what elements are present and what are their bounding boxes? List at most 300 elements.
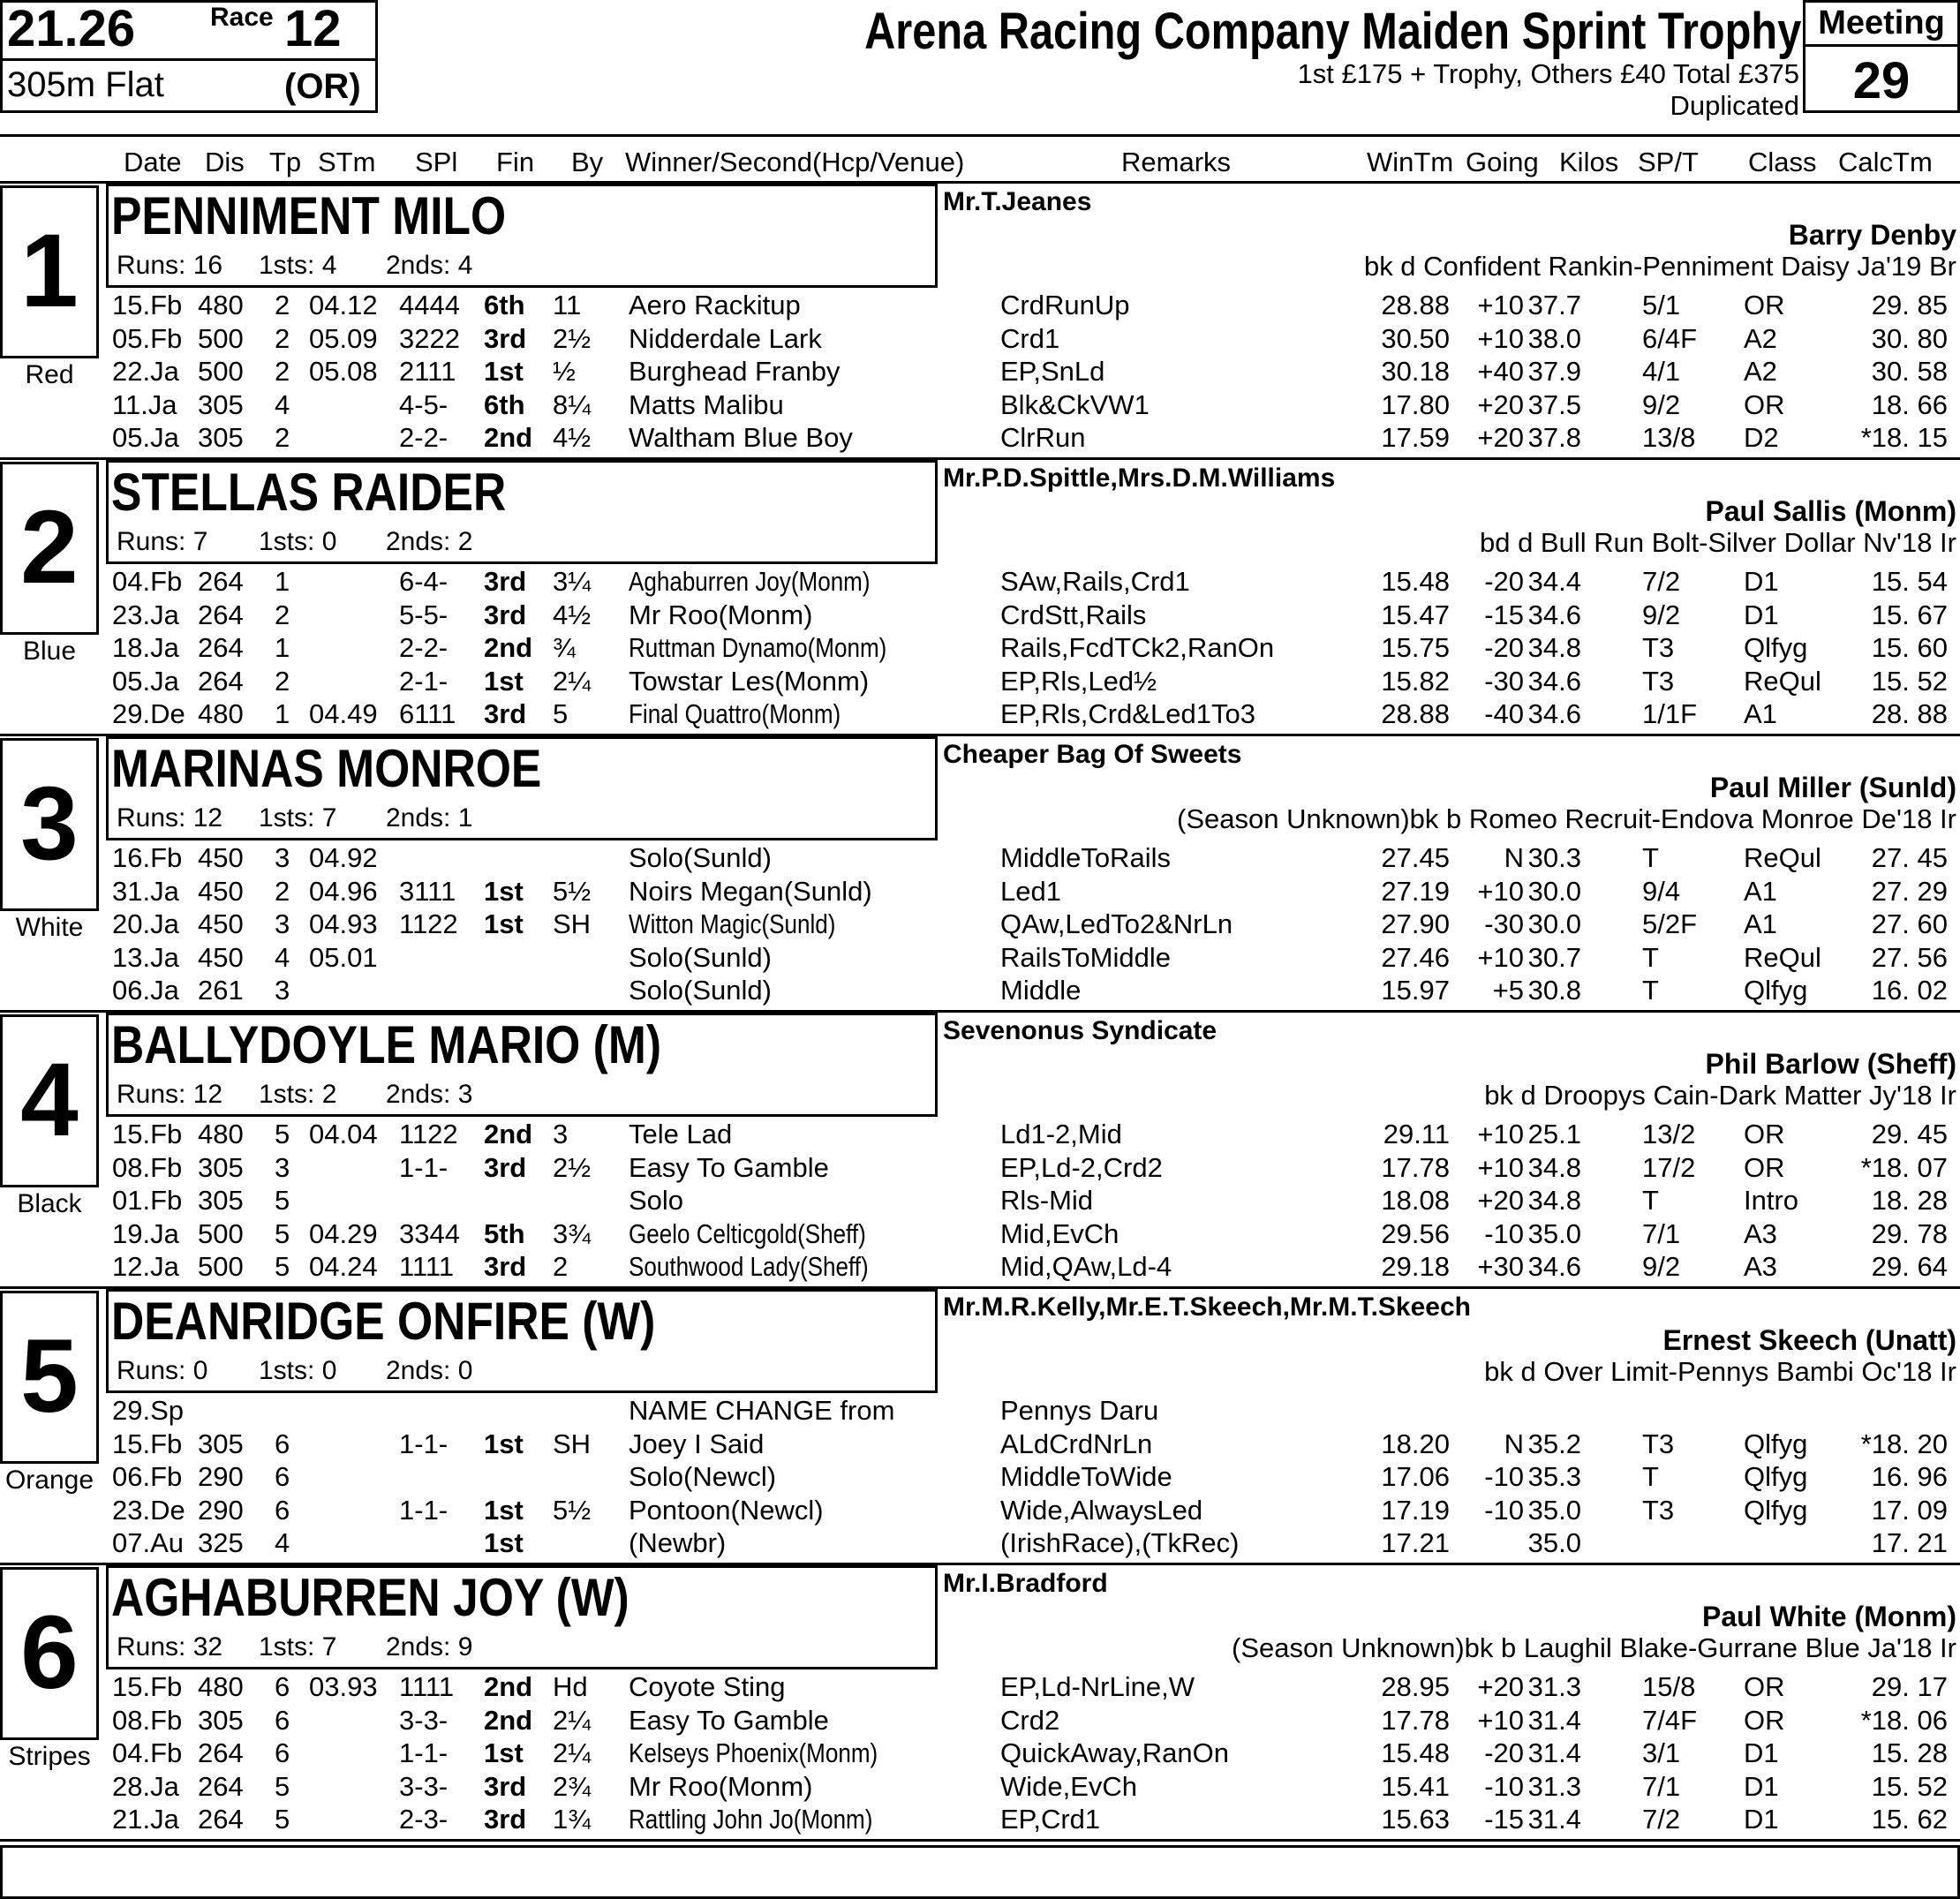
form-trap: 2 bbox=[275, 356, 290, 387]
form-row bbox=[0, 632, 1960, 666]
form-row bbox=[0, 1119, 1960, 1152]
form-starting-price: 9/4 bbox=[1642, 875, 1681, 907]
form-starting-price: T3 bbox=[1642, 665, 1675, 697]
form-calc-time: 28. 88 bbox=[1871, 698, 1948, 729]
form-finish: 3rd bbox=[484, 698, 527, 729]
form-calc-time: 27. 29 bbox=[1871, 875, 1948, 907]
form-finish: 1st bbox=[484, 1494, 524, 1526]
form-starting-price: 6/4F bbox=[1642, 322, 1698, 354]
form-distance-beaten: ¾ bbox=[553, 632, 576, 663]
form-date: 06.Fb bbox=[112, 1461, 183, 1492]
form-winning-time: 29.56 bbox=[1381, 1217, 1450, 1249]
form-class: Qlfyg bbox=[1744, 1461, 1808, 1492]
form-remarks: EP,Rls,Led½ bbox=[1000, 665, 1157, 697]
meeting-label: Meeting bbox=[1818, 4, 1945, 41]
form-weight: 34.8 bbox=[1527, 632, 1581, 663]
seconds-count: 2nds: 9 bbox=[386, 1632, 473, 1662]
form-weight: 34.6 bbox=[1527, 1251, 1581, 1282]
column-header: Going bbox=[1466, 147, 1539, 177]
seconds-count: 2nds: 1 bbox=[386, 803, 473, 833]
form-weight: 34.4 bbox=[1527, 566, 1581, 597]
form-date: 04.Fb bbox=[112, 1737, 183, 1768]
form-weight: 37.9 bbox=[1527, 356, 1581, 387]
form-finish: 3rd bbox=[484, 1151, 527, 1183]
form-starting-price: T bbox=[1642, 975, 1659, 1006]
form-split-positions: 2-2- bbox=[399, 632, 449, 663]
form-winner: Tele Lad bbox=[629, 1119, 733, 1149]
form-calc-time: *18. 06 bbox=[1860, 1704, 1948, 1736]
form-distance-beaten: 1¾ bbox=[553, 1804, 592, 1835]
form-finish: 2nd bbox=[484, 1119, 533, 1149]
runs-count: Runs: 16 bbox=[117, 251, 223, 280]
form-finish: 1st bbox=[484, 1527, 524, 1558]
form-winner: Waltham Blue Boy bbox=[629, 422, 853, 453]
form-date: 23.De bbox=[112, 1494, 185, 1526]
form-row bbox=[0, 1495, 1960, 1528]
form-sectional: 05.08 bbox=[309, 356, 378, 387]
form-sectional: 04.12 bbox=[309, 290, 378, 320]
form-distance: 264 bbox=[198, 1804, 244, 1835]
form-date: 31.Ja bbox=[112, 875, 179, 907]
form-trap: 1 bbox=[275, 698, 290, 729]
breeding: (Season Unknown)bk b Romeo Recruit-Endova Monroe De'18 Ir bbox=[1177, 803, 1956, 834]
form-weight: 34.6 bbox=[1527, 665, 1581, 697]
runs-count: Runs: 12 bbox=[117, 803, 223, 833]
form-finish: 3rd bbox=[484, 322, 527, 354]
form-distance-beaten: 2 bbox=[553, 1251, 569, 1282]
form-starting-price: 9/2 bbox=[1642, 599, 1681, 630]
form-distance: 305 bbox=[198, 1185, 244, 1216]
form-remarks: QuickAway,RanOn bbox=[1000, 1737, 1230, 1768]
form-sectional: 04.24 bbox=[309, 1251, 378, 1282]
form-distance: 264 bbox=[198, 1737, 244, 1768]
form-row bbox=[0, 1251, 1960, 1285]
form-split-positions: 1-1- bbox=[399, 1737, 449, 1768]
form-distance: 264 bbox=[198, 566, 244, 597]
dog-name: DEANRIDGE ONFIRE (W) bbox=[111, 1292, 656, 1351]
form-date: 15.Fb bbox=[112, 1119, 183, 1149]
trap-number: 5 bbox=[20, 1318, 79, 1435]
form-split-positions: 1-1- bbox=[399, 1428, 449, 1459]
form-distance-beaten: Hd bbox=[553, 1671, 588, 1702]
form-going: -40 bbox=[1484, 698, 1524, 729]
form-row bbox=[0, 1461, 1960, 1495]
form-date: 08.Fb bbox=[112, 1151, 183, 1183]
form-remarks: EP,SnLd bbox=[1000, 356, 1105, 387]
form-date: 08.Fb bbox=[112, 1704, 183, 1736]
form-trap: 5 bbox=[275, 1770, 290, 1802]
form-sectional: 04.96 bbox=[309, 875, 378, 907]
owner-name: Sevenonus Syndicate bbox=[943, 1016, 1217, 1045]
form-class: D1 bbox=[1744, 1737, 1779, 1768]
form-starting-price: 15/8 bbox=[1642, 1671, 1696, 1702]
form-class: ReQul bbox=[1744, 941, 1821, 973]
form-calc-time: 27. 45 bbox=[1871, 842, 1948, 873]
form-winning-time: 17.19 bbox=[1381, 1494, 1450, 1526]
form-distance-beaten: SH bbox=[553, 908, 592, 939]
form-remarks: QAw,LedTo2&NrLn bbox=[1000, 908, 1233, 939]
form-trap: 5 bbox=[275, 1185, 290, 1216]
form-winning-time: 18.20 bbox=[1381, 1428, 1450, 1459]
form-going: -10 bbox=[1484, 1461, 1524, 1492]
form-date: 15.Fb bbox=[112, 290, 183, 320]
form-class: OR bbox=[1744, 1704, 1785, 1736]
form-row bbox=[0, 1185, 1960, 1218]
form-trap: 6 bbox=[275, 1737, 290, 1768]
form-winner: Mr Roo(Monm) bbox=[629, 1770, 813, 1802]
form-calc-time: 18. 66 bbox=[1871, 388, 1948, 420]
dog-name: PENNIMENT MILO bbox=[111, 186, 507, 245]
form-distance: 480 bbox=[198, 698, 244, 729]
trap-number: 2 bbox=[20, 489, 79, 606]
form-going: +40 bbox=[1477, 356, 1524, 387]
form-winning-time: 30.18 bbox=[1381, 356, 1450, 387]
form-date: 05.Ja bbox=[112, 422, 179, 453]
form-winner: Witton Magic(Sunld) bbox=[629, 908, 836, 939]
form-split-positions: 2-1- bbox=[399, 665, 449, 697]
form-class: D1 bbox=[1744, 1804, 1779, 1835]
form-going: +10 bbox=[1477, 1704, 1524, 1736]
form-split-positions: 3344 bbox=[399, 1217, 460, 1249]
form-date: 15.Fb bbox=[112, 1428, 183, 1459]
trap-colour: Stripes bbox=[8, 1742, 91, 1771]
form-calc-time: 16. 96 bbox=[1871, 1461, 1948, 1492]
form-class: OR bbox=[1744, 290, 1785, 320]
form-starting-price: 7/2 bbox=[1642, 1804, 1681, 1835]
form-going: -20 bbox=[1484, 566, 1524, 597]
form-sectional: 03.93 bbox=[309, 1671, 378, 1702]
column-header: Winner/Second(Hcp/Venue) bbox=[625, 147, 965, 177]
form-split-positions: 5-5- bbox=[399, 599, 449, 630]
form-weight: 34.6 bbox=[1527, 599, 1581, 630]
form-going: -15 bbox=[1484, 599, 1524, 630]
form-class: A1 bbox=[1744, 875, 1777, 907]
column-header: Class bbox=[1748, 147, 1817, 177]
form-finish: 2nd bbox=[484, 422, 533, 453]
firsts-count: 1sts: 2 bbox=[259, 1080, 337, 1109]
form-date: 12.Ja bbox=[112, 1251, 179, 1282]
form-finish: 1st bbox=[484, 356, 524, 387]
form-going: +20 bbox=[1477, 388, 1524, 420]
form-going: +20 bbox=[1477, 422, 1524, 453]
form-date: 06.Ja bbox=[112, 975, 179, 1006]
form-row bbox=[0, 698, 1960, 732]
firsts-count: 1sts: 7 bbox=[259, 803, 337, 833]
form-starting-price: 7/1 bbox=[1642, 1217, 1681, 1249]
form-starting-price: T bbox=[1642, 1461, 1659, 1492]
form-distance: 261 bbox=[198, 975, 244, 1006]
form-winning-time: 17.78 bbox=[1381, 1704, 1450, 1736]
form-weight: 30.7 bbox=[1527, 941, 1581, 973]
form-split-positions: 2-3- bbox=[399, 1804, 449, 1835]
form-remarks: Mid,QAw,Ld-4 bbox=[1000, 1251, 1172, 1282]
form-weight: 25.1 bbox=[1527, 1119, 1581, 1149]
form-distance: 305 bbox=[198, 422, 244, 453]
form-winner: Easy To Gamble bbox=[629, 1151, 829, 1183]
form-winner: Ruttman Dynamo(Monm) bbox=[629, 632, 887, 663]
form-winner: Easy To Gamble bbox=[629, 1704, 829, 1736]
form-row bbox=[0, 1218, 1960, 1252]
form-trap: 6 bbox=[275, 1428, 290, 1459]
form-trap: 2 bbox=[275, 665, 290, 697]
form-finish: 3rd bbox=[484, 599, 527, 630]
form-starting-price: T3 bbox=[1642, 1428, 1675, 1459]
form-split-positions: 2-2- bbox=[399, 422, 449, 453]
form-sectional: 04.92 bbox=[309, 842, 378, 873]
form-going: +10 bbox=[1477, 322, 1524, 354]
form-distance-beaten: 5½ bbox=[553, 1494, 592, 1526]
form-distance-beaten: 8¼ bbox=[553, 388, 592, 420]
form-winning-time: 17.80 bbox=[1381, 388, 1450, 420]
form-distance: 500 bbox=[198, 322, 244, 354]
form-going: +10 bbox=[1477, 1119, 1524, 1149]
form-remarks: CrdRunUp bbox=[1000, 290, 1130, 320]
form-winner: Solo(Newcl) bbox=[629, 1461, 777, 1492]
form-split-positions: 3222 bbox=[399, 322, 460, 354]
form-remarks: Blk&CkVW1 bbox=[1000, 388, 1150, 420]
owner-name: Mr.M.R.Kelly,Mr.E.T.Skeech,Mr.M.T.Skeech bbox=[943, 1292, 1471, 1322]
trainer-name: Paul Miller (Sunld) bbox=[1709, 772, 1956, 803]
form-winning-time: 17.59 bbox=[1381, 422, 1450, 453]
form-class: D1 bbox=[1744, 566, 1779, 597]
form-starting-price: 7/4F bbox=[1642, 1704, 1698, 1736]
column-header: Remarks bbox=[1121, 147, 1232, 177]
form-finish: 1st bbox=[484, 875, 524, 907]
form-weight: 38.0 bbox=[1527, 322, 1581, 354]
form-class: ReQul bbox=[1744, 842, 1821, 873]
form-calc-time: 30. 58 bbox=[1871, 356, 1948, 387]
form-remarks: Wide,EvCh bbox=[1000, 1770, 1138, 1802]
form-remarks: CrdStt,Rails bbox=[1000, 599, 1147, 630]
form-trap: 3 bbox=[275, 908, 290, 939]
form-row bbox=[0, 356, 1960, 389]
form-row bbox=[0, 290, 1960, 323]
form-winner: Kelseys Phoenix(Monm) bbox=[629, 1737, 878, 1768]
form-date: 05.Ja bbox=[112, 665, 179, 697]
form-winning-time: 17.78 bbox=[1381, 1151, 1450, 1183]
form-calc-time: 29. 85 bbox=[1871, 290, 1948, 320]
form-class: OR bbox=[1744, 1119, 1785, 1149]
form-row bbox=[0, 1804, 1960, 1837]
form-winning-time: 15.47 bbox=[1381, 599, 1450, 630]
form-distance: 450 bbox=[198, 941, 244, 973]
form-remarks: RailsToMiddle bbox=[1000, 941, 1171, 973]
form-row bbox=[0, 1428, 1960, 1462]
form-winning-time: 17.06 bbox=[1381, 1461, 1450, 1492]
form-remarks: Ld1-2,Mid bbox=[1000, 1119, 1122, 1149]
form-row bbox=[0, 1671, 1960, 1705]
form-weight: 35.0 bbox=[1527, 1217, 1581, 1249]
form-weight: 35.0 bbox=[1527, 1494, 1581, 1526]
seconds-count: 2nds: 2 bbox=[386, 527, 473, 556]
seconds-count: 2nds: 4 bbox=[386, 251, 473, 280]
form-distance-beaten: 2½ bbox=[553, 1151, 592, 1183]
form-date: 04.Fb bbox=[112, 566, 183, 597]
form-date: 07.Au bbox=[112, 1527, 185, 1558]
form-remarks: MiddleToRails bbox=[1000, 842, 1171, 873]
form-starting-price: T bbox=[1642, 941, 1659, 973]
runs-count: Runs: 7 bbox=[117, 527, 208, 556]
breeding: (Season Unknown)bk b Laughil Blake-Gurrane Blue Ja'18 Ir bbox=[1232, 1632, 1956, 1663]
form-weight: 31.4 bbox=[1527, 1737, 1581, 1768]
form-distance-beaten: 11 bbox=[553, 290, 582, 320]
firsts-count: 1sts: 0 bbox=[259, 1356, 337, 1385]
owner-name: Mr.P.D.Spittle,Mrs.D.M.Williams bbox=[943, 463, 1336, 493]
form-date: 22.Ja bbox=[112, 356, 179, 387]
form-distance-beaten: 5 bbox=[553, 698, 569, 729]
form-trap: 2 bbox=[275, 422, 290, 453]
form-winner: Aghaburren Joy(Monm) bbox=[629, 566, 871, 597]
form-remarks: EP,Ld-NrLine,W bbox=[1000, 1671, 1195, 1702]
trainer-name: Paul Sallis (Monm) bbox=[1705, 495, 1956, 527]
form-trap: 6 bbox=[275, 1494, 290, 1526]
trap-colour: Black bbox=[17, 1189, 82, 1218]
form-finish: 6th bbox=[484, 290, 525, 320]
form-weight: 31.4 bbox=[1527, 1804, 1581, 1835]
form-class: ReQul bbox=[1744, 665, 1821, 697]
form-winning-time: 15.75 bbox=[1381, 632, 1450, 663]
form-starting-price: 9/2 bbox=[1642, 388, 1681, 420]
form-starting-price: 4/1 bbox=[1642, 356, 1681, 387]
form-calc-time: *18. 07 bbox=[1860, 1151, 1948, 1183]
trap-number: 3 bbox=[20, 765, 79, 882]
form-finish: 3rd bbox=[484, 1251, 527, 1282]
form-distance: 500 bbox=[198, 1217, 244, 1249]
form-split-positions: 1122 bbox=[399, 1119, 458, 1149]
form-winning-time: 15.41 bbox=[1381, 1770, 1450, 1802]
form-class: A2 bbox=[1744, 356, 1777, 387]
form-winner: Joey I Said bbox=[629, 1428, 765, 1459]
form-trap: 4 bbox=[275, 941, 290, 973]
form-row bbox=[0, 1771, 1960, 1805]
form-distance: 480 bbox=[198, 290, 244, 320]
form-starting-price: 5/2F bbox=[1642, 908, 1698, 939]
form-remarks: ALdCrdNrLn bbox=[1000, 1428, 1153, 1459]
form-winner: Aero Rackitup bbox=[629, 290, 801, 320]
form-winning-time: 28.88 bbox=[1381, 698, 1450, 729]
form-finish: 2nd bbox=[484, 632, 533, 663]
form-distance: 450 bbox=[198, 875, 244, 907]
form-distance: 305 bbox=[198, 1704, 244, 1736]
form-finish: 3rd bbox=[484, 566, 527, 597]
form-class: D1 bbox=[1744, 1770, 1779, 1802]
form-class: D2 bbox=[1744, 422, 1779, 453]
form-calc-time: 16. 02 bbox=[1871, 975, 1948, 1006]
footer-box bbox=[0, 1845, 1960, 1899]
firsts-count: 1sts: 7 bbox=[259, 1632, 337, 1662]
form-distance-beaten: 4½ bbox=[553, 422, 592, 453]
form-split-positions: 1111 bbox=[399, 1251, 455, 1282]
form-weight: 31.4 bbox=[1527, 1704, 1581, 1736]
form-distance-beaten: 3 bbox=[553, 1119, 569, 1149]
race-duplicated: Duplicated bbox=[1670, 90, 1799, 121]
form-trap: 5 bbox=[275, 1119, 290, 1149]
race-grade: (OR) bbox=[284, 67, 361, 106]
form-calc-time: 17. 21 bbox=[1871, 1527, 1948, 1558]
form-winner: Coyote Sting bbox=[629, 1671, 786, 1702]
form-remarks: Pennys Daru bbox=[1000, 1395, 1159, 1426]
form-distance: 264 bbox=[198, 1770, 244, 1802]
form-going: +10 bbox=[1477, 290, 1524, 320]
form-starting-price: 7/1 bbox=[1642, 1770, 1681, 1802]
form-winner: Matts Malibu bbox=[629, 388, 784, 420]
form-split-positions: 4444 bbox=[399, 290, 460, 320]
form-winning-time: 18.08 bbox=[1381, 1185, 1450, 1216]
form-winner: Solo(Sunld) bbox=[629, 975, 772, 1006]
form-split-positions: 3111 bbox=[399, 875, 456, 907]
form-starting-price: T bbox=[1642, 842, 1659, 873]
breeding: bk d Droopys Cain-Dark Matter Jy'18 Ir bbox=[1484, 1080, 1956, 1111]
form-remarks: Rails,FcdTCk2,RanOn bbox=[1000, 632, 1275, 663]
form-distance: 450 bbox=[198, 842, 244, 873]
form-finish: 1st bbox=[484, 908, 524, 939]
form-winning-time: 15.82 bbox=[1381, 665, 1450, 697]
meeting-divider bbox=[1803, 44, 1960, 47]
form-weight: 30.8 bbox=[1527, 975, 1581, 1006]
form-going: -30 bbox=[1484, 665, 1524, 697]
form-row bbox=[0, 1737, 1960, 1771]
form-trap: 2 bbox=[275, 599, 290, 630]
form-distance-beaten: 2¼ bbox=[553, 1737, 592, 1768]
form-calc-time: 15. 62 bbox=[1871, 1804, 1948, 1835]
form-class: Qlfyg bbox=[1744, 632, 1808, 663]
form-row bbox=[0, 599, 1960, 633]
form-trap: 1 bbox=[275, 566, 290, 597]
form-winner: NAME CHANGE from bbox=[629, 1395, 895, 1426]
form-split-positions: 6-4- bbox=[399, 566, 449, 597]
form-going: N bbox=[1504, 1428, 1524, 1459]
form-trap: 3 bbox=[275, 975, 290, 1006]
column-header: SPl bbox=[415, 147, 458, 177]
form-trap: 3 bbox=[275, 1151, 290, 1183]
meeting-number: 29 bbox=[1852, 52, 1911, 109]
form-trap: 2 bbox=[275, 290, 290, 320]
column-header: Dis bbox=[205, 147, 245, 177]
form-weight: 34.8 bbox=[1527, 1185, 1581, 1216]
form-row bbox=[0, 876, 1960, 909]
form-class: Intro bbox=[1744, 1185, 1799, 1216]
form-split-positions: 6111 bbox=[399, 698, 456, 729]
form-winner: Nidderdale Lark bbox=[629, 322, 822, 354]
form-row bbox=[0, 842, 1960, 876]
form-row bbox=[0, 975, 1960, 1008]
form-winning-time: 27.46 bbox=[1381, 941, 1450, 973]
form-going: +5 bbox=[1492, 975, 1524, 1006]
breeding: bd d Bull Run Bolt-Silver Dollar Nv'18 Ir bbox=[1479, 527, 1956, 558]
race-title: Arena Racing Company Maiden Sprint Trophy bbox=[863, 3, 1801, 60]
form-winner: Southwood Lady(Sheff) bbox=[629, 1251, 869, 1282]
race-prizes: 1st £175 + Trophy, Others £40 Total £375 bbox=[1297, 58, 1799, 89]
form-going: N bbox=[1504, 842, 1524, 873]
form-winning-time: 30.50 bbox=[1381, 322, 1450, 354]
form-trap: 1 bbox=[275, 632, 290, 663]
column-header: SP/T bbox=[1638, 147, 1699, 177]
form-distance: 290 bbox=[198, 1494, 244, 1526]
form-class: A1 bbox=[1744, 908, 1777, 939]
breeding: bk d Over Limit-Pennys Bambi Oc'18 Ir bbox=[1484, 1356, 1956, 1387]
form-finish: 2nd bbox=[484, 1671, 533, 1702]
form-weight: 31.3 bbox=[1527, 1671, 1581, 1702]
trap-number: 6 bbox=[20, 1594, 79, 1711]
trap-colour: Blue bbox=[22, 637, 77, 666]
form-remarks: EP,Crd1 bbox=[1000, 1804, 1101, 1835]
form-weight: 37.7 bbox=[1527, 290, 1581, 320]
column-header: Tp bbox=[269, 147, 302, 177]
owner-name: Mr.I.Bradford bbox=[943, 1569, 1108, 1598]
form-finish: 1st bbox=[484, 1737, 524, 1768]
dog-name: BALLYDOYLE MARIO (M) bbox=[111, 1015, 662, 1074]
form-weight: 35.0 bbox=[1527, 1527, 1581, 1558]
